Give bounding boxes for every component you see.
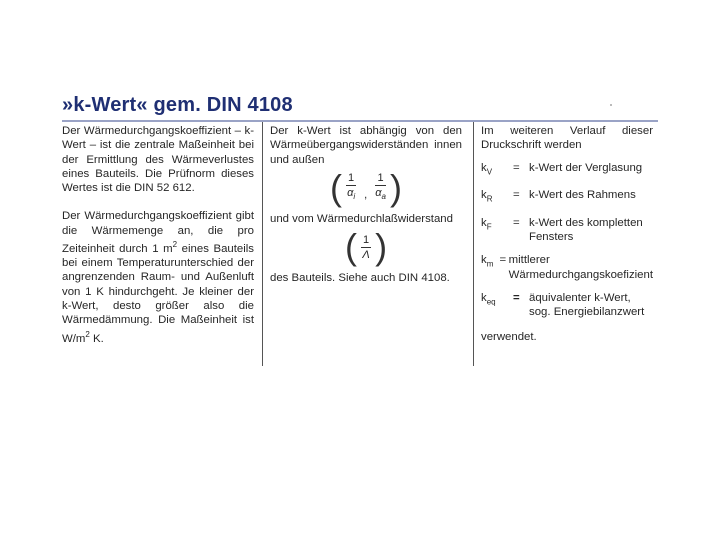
column-2	[270, 124, 462, 299]
left-paren: (	[344, 226, 357, 268]
paragraph-explanation: Der Wärmedurchgangskoeffizient gibt die Wärmemenge an, die pro Zeiteinheit durch 1 $m^2$ eines Bauteils bei einem Temperaturunterschied der angrenzenden Raum- und Außenluft von 1 K hindurchgeht. Je kleiner der k-Wert, desto größer also die Wärmedämmung. Die Maßeinheit ist $W/m^2$ K.	[62, 210, 254, 345]
column-divider-2	[473, 122, 474, 366]
definition-list	[481, 161, 653, 320]
title-rule	[62, 120, 658, 122]
page-title: »k-Wert« gem. DIN 4108	[62, 94, 293, 116]
paragraph-definition: Der Wärmedurchgangskoeffizient – k-Wert – ist die zentrale Maßeinheit bei der Ermittlung des Wärmeverlustes eines Bauteils. Die Prüfnorm dieses Wertes ist die DIN 52 612.	[62, 125, 254, 195]
fraction-lambda: $\frac{1}{\Lambda}$	[362, 233, 370, 261]
paragraph-outro: verwendet.	[481, 330, 537, 343]
right-paren: )	[389, 166, 402, 208]
fraction-alpha-a: $\frac{1}{\alpha_a}$	[375, 172, 386, 202]
formula-surface-resistances: ( $\frac{1}{\alpha_i}$ , $\frac{1}{\alpha_a}$ )	[330, 166, 402, 208]
right-paren: )	[375, 226, 388, 268]
left-paren: (	[330, 166, 343, 208]
paragraph-reference: des Bauteils. Siehe auch DIN 4108.	[270, 272, 450, 285]
paragraph-thermal-resistance: und vom Wärmedurchlaßwiderstand	[270, 212, 453, 225]
column-divider-1	[262, 122, 263, 366]
definition-row: $k_V$ = k-Wert der Verglasung	[481, 161, 653, 180]
column-3	[481, 124, 653, 358]
column-1	[62, 124, 254, 360]
definition-row: $k_{eq}$ = äquivalenter k-Wert, sog. Energiebilanzwert	[481, 291, 645, 319]
fraction-alpha-i: $\frac{1}{\alpha_i}$	[347, 172, 356, 202]
definition-row: $k_m$ = mittlerer Wärmedurchgangskoefizient	[481, 254, 654, 281]
definition-row: $k_R$ = k-Wert des Rahmens	[481, 188, 653, 207]
symbol: $k_R$	[481, 189, 493, 204]
scan-speck	[610, 104, 612, 106]
paragraph-dependency: Der k-Wert ist abhängig von den Wärmeübergangswiderständen innen und außen	[270, 125, 462, 166]
symbol: $k_{eq}$	[481, 291, 496, 307]
paragraph-intro: Im weiteren Verlauf dieser Druckschrift werden	[481, 125, 653, 152]
symbol: $k_F$	[481, 216, 492, 232]
symbol: $k_m$	[481, 254, 494, 269]
formula-thermal-resistance	[270, 226, 462, 268]
symbol: $k_V$	[481, 161, 493, 176]
definition-row: $k_F$ = k-Wert des kompletten Fensters	[481, 216, 643, 244]
